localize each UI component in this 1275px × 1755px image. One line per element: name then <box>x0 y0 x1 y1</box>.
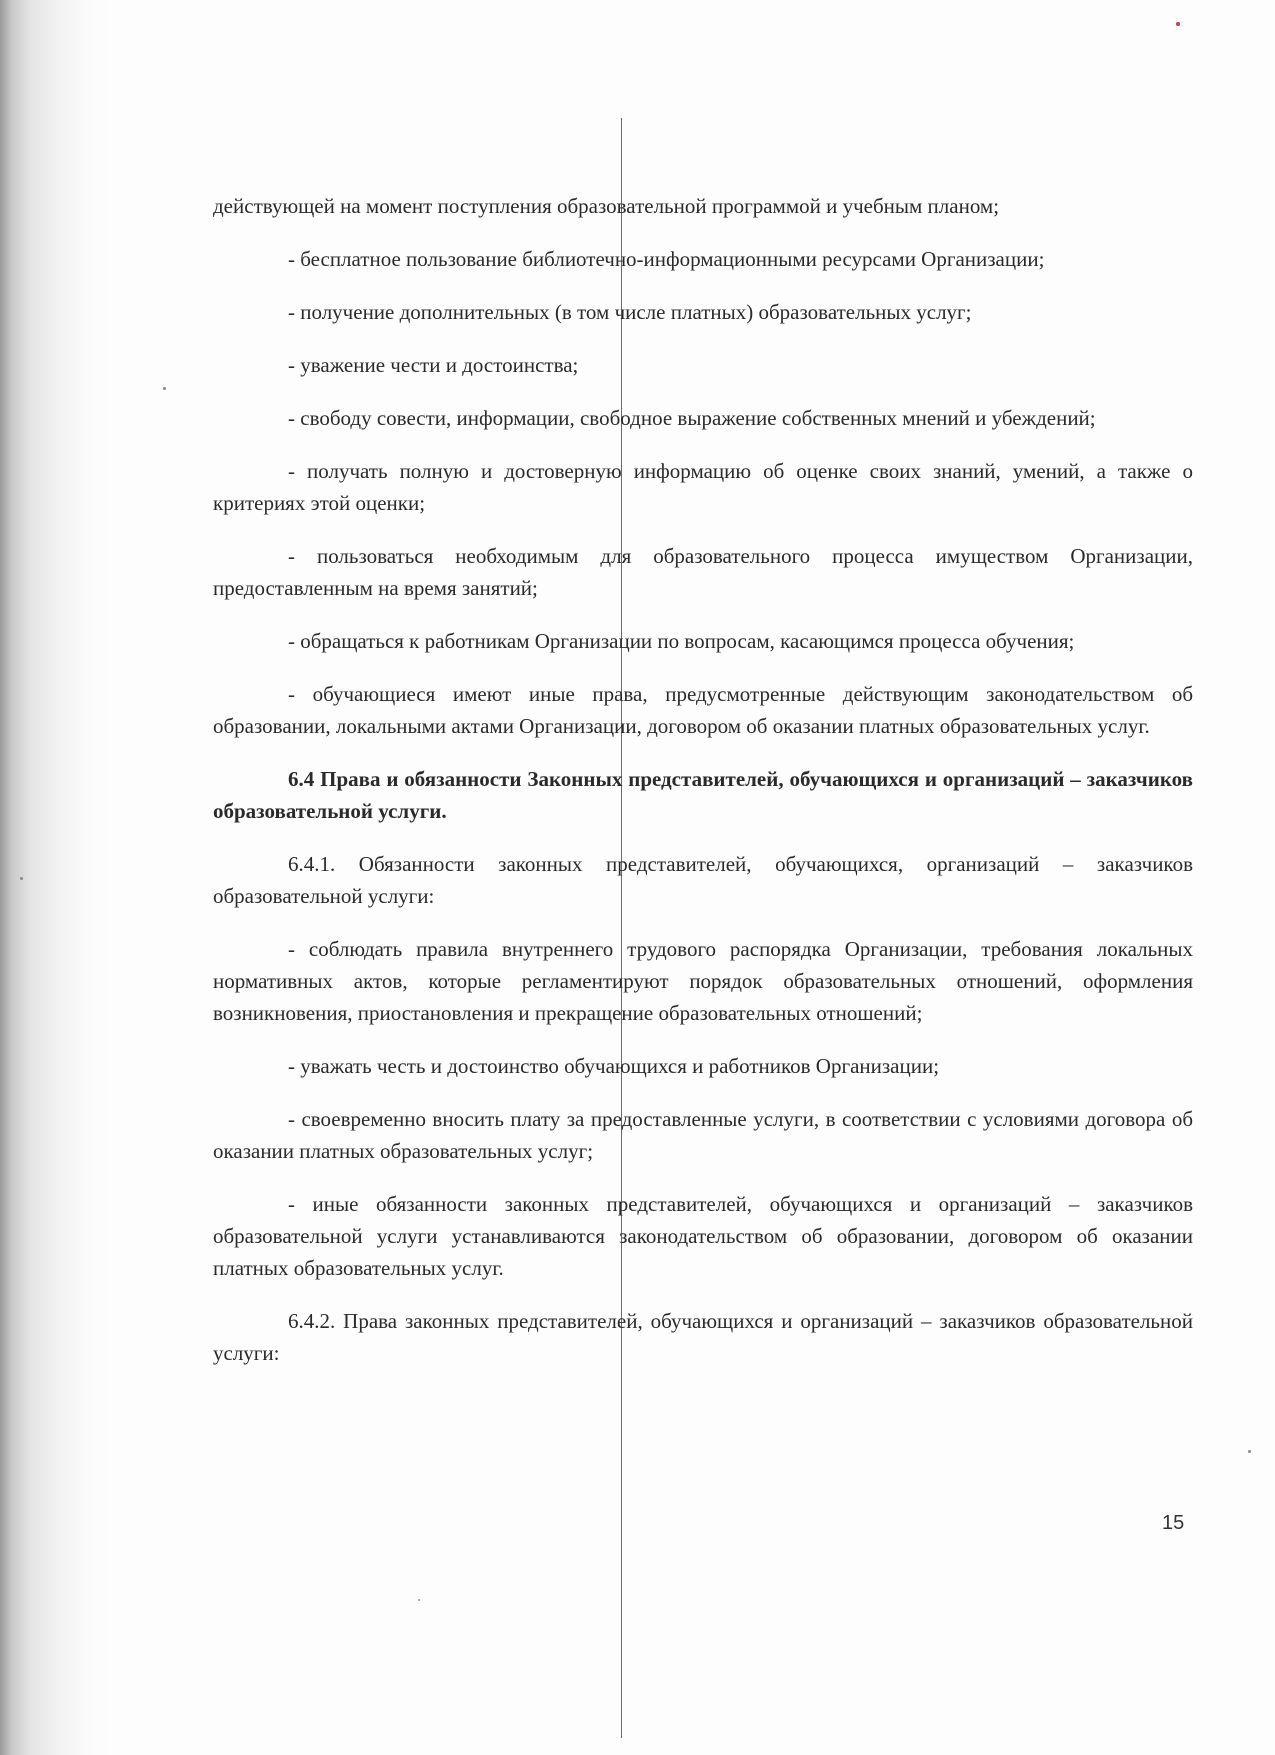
paragraph-13: - своевременно вносить плату за предоставленные услуги, в соответствии с условиями договора об оказании платных образовательных услуг; <box>213 1107 1193 1163</box>
document-body <box>213 190 1193 1390</box>
paragraph-12: - уважать честь и достоинство обучающихся и работников Организации; <box>288 1054 940 1078</box>
paragraph-7: - обращаться к работникам Организации по вопросам, касающимся процесса обучения; <box>288 629 1075 653</box>
section-heading: 6.4 Права и обязанности Законных представителей, обучающихся и организаций – заказчиков образовательной услуги. <box>213 767 1193 823</box>
scan-shadow <box>0 0 110 1755</box>
paragraph-8: - обучающиеся имеют иные права, предусмотренные действующим законодательством об образовании, локальными актами Организации, договором об оказании платных образовательных услуг. <box>213 682 1193 738</box>
paragraph-10: 6.4.1. Обязанности законных представителей, обучающихся, организаций – заказчиков образовательной услуги: <box>213 852 1193 908</box>
scan-speck <box>163 387 166 390</box>
paragraph-5: - получать полную и достоверную информацию об оценке своих знаний, умений, а также о критериях этой оценки; <box>213 459 1193 515</box>
paragraph-14: - иные обязанности законных представителей, обучающихся и организаций – заказчиков образовательной услуги устанавливаются законодательством об образовании, договором об оказании платных образовательных услуг. <box>213 1192 1193 1280</box>
scan-speck <box>1176 22 1180 26</box>
paragraph-0: действующей на момент поступления образовательной программой и учебным планом; <box>213 194 1000 218</box>
page-number: 15 <box>1162 1512 1185 1534</box>
paragraph-15: 6.4.2. Права законных представителей, обучающихся и организаций – заказчиков образовательной услуги: <box>213 1309 1193 1365</box>
paragraph-2: - получение дополнительных (в том числе платных) образовательных услуг; <box>288 300 972 324</box>
paragraph-4: - свободу совести, информации, свободное выражение собственных мнений и убеждений; <box>288 406 1096 430</box>
scan-speck <box>20 877 23 880</box>
paragraph-6: - пользоваться необходимым для образовательного процесса имуществом Организации, предоставленным на время занятий; <box>213 544 1193 600</box>
scan-speck <box>1248 1450 1251 1453</box>
paragraph-1: - бесплатное пользование библиотечно-информационными ресурсами Организации; <box>288 247 1045 271</box>
paragraph-11: - соблюдать правила внутреннего трудового распорядка Организации, требования локальных нормативных актов, которые регламентируют порядок образовательных отношений, оформления возникновения, приостановления и прекращение образовательных отношений; <box>213 937 1193 1025</box>
paragraph-3: - уважение чести и достоинства; <box>288 353 579 377</box>
scan-speck <box>418 1599 420 1601</box>
